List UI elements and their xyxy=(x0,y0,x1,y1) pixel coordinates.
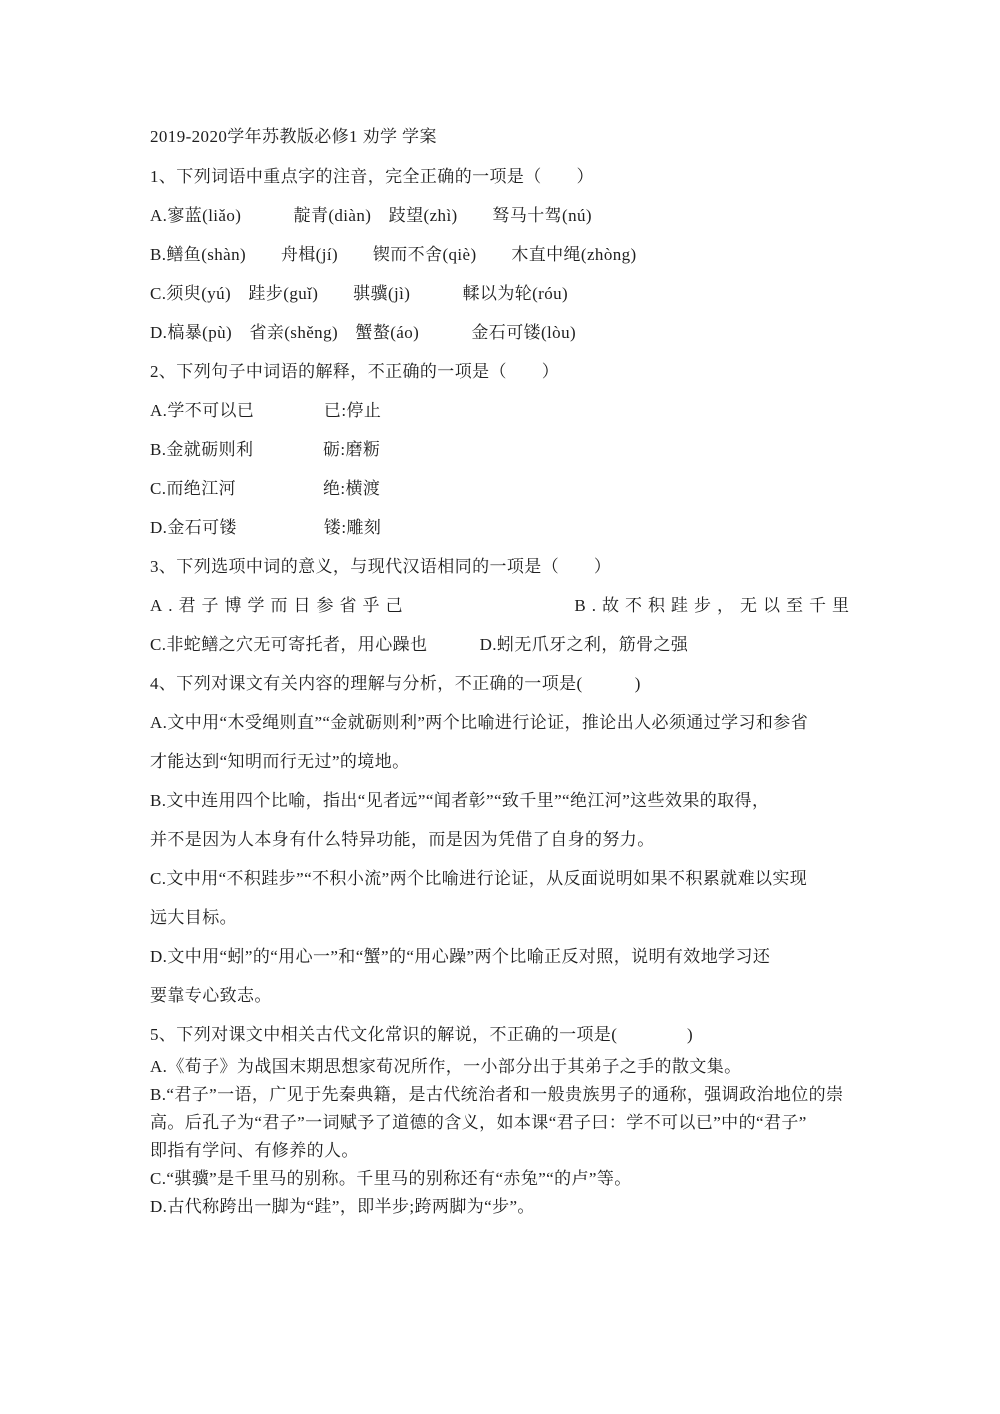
option-line: C.非蛇鳝之穴无可寄托者，用心躁也 D.蚓无爪牙之利，筋骨之强 xyxy=(150,635,689,654)
option-line: 高。后孔子为“君子”一词赋予了道德的含义，如本课“君子曰：学不可以已”中的“君子” xyxy=(150,1113,807,1132)
option-line: 才能达到“知明而行无过”的境地。 xyxy=(150,752,410,771)
option-line: B.鳝鱼(shàn) 舟楫(jí) 锲而不舍(qiè) 木直中绳(zhòng) xyxy=(150,245,637,264)
question-block xyxy=(150,166,862,344)
question-prompt: 2、下列句子中词语的解释，不正确的一项是（ ） xyxy=(150,362,560,381)
option-line: 要靠专心致志。 xyxy=(150,986,272,1005)
question-prompt: 1、下列词语中重点字的注音，完全正确的一项是（ ） xyxy=(150,167,594,186)
option-line: A.文中用“木受绳则直”“金就砺则利”两个比喻进行论证，推论出人必须通过学习和参省 xyxy=(150,713,809,732)
option-line: D.古代称跨出一脚为“跬”，即半步;跨两脚为“步”。 xyxy=(150,1197,535,1216)
option-line: B.“君子”一语，广见于先秦典籍，是古代统治者和一般贵族男子的通称，强调政治地位的崇 xyxy=(150,1085,844,1104)
doc-title: 2019-2020学年苏教版必修1 劝学 学案 xyxy=(150,127,437,146)
option-line: A.学不可以已 已:停止 xyxy=(150,401,382,420)
option-line: 即指有学问、有修养的人。 xyxy=(150,1141,359,1160)
questions-container xyxy=(150,166,862,1218)
option-line xyxy=(150,595,855,617)
question-prompt: 4、下列对课文有关内容的理解与分析，不正确的一项是( ) xyxy=(150,674,641,693)
option-line: C.文中用“不积跬步”“不积小流”两个比喻进行论证，从反面说明如果不积累就难以实现 xyxy=(150,869,808,888)
option-line: D.金石可镂 镂:雕刻 xyxy=(150,518,382,537)
option-line: D.文中用“蚓”的“用心一”和“蟹”的“用心躁”两个比喻正反对照，说明有效地学习还 xyxy=(150,947,771,966)
option-line: B.金就砺则利 砺:磨粝 xyxy=(150,440,381,459)
document-body xyxy=(150,126,862,1224)
option-line: A.《荀子》为战国末期思想家荀况所作，一小部分出于其弟子之手的散文集。 xyxy=(150,1057,742,1076)
question-block xyxy=(150,556,862,656)
option-line: B.文中连用四个比喻，指出“见者远”“闻者彰”“致千里”“绝江河”这些效果的取得， xyxy=(150,791,770,810)
question-prompt: 5、下列对课文中相关古代文化常识的解说，不正确的一项是( ) xyxy=(150,1025,694,1044)
question-block xyxy=(150,673,862,1007)
option-line: D.槁暴(pù) 省亲(shěng) 蟹螯(áo) 金石可镂(lòu) xyxy=(150,323,577,342)
question-prompt: 3、下列选项中词的意义，与现代汉语相同的一项是（ ） xyxy=(150,557,612,576)
question-block xyxy=(150,1024,862,1218)
option-line: C.“骐骥”是千里马的别称。千里马的别称还有“赤兔”“的卢”等。 xyxy=(150,1169,632,1188)
option-text: B.故不积跬步，无以至千里 xyxy=(574,596,855,615)
option-line: C.而绝江河 绝:横渡 xyxy=(150,479,381,498)
option-line: 远大目标。 xyxy=(150,908,237,927)
option-line: 并不是因为人本身有什么特异功能，而是因为凭借了自身的努力。 xyxy=(150,830,655,849)
option-line: C.须臾(yú) 跬步(guǐ) 骐骥(jì) 輮以为轮(róu) xyxy=(150,284,569,303)
question-block xyxy=(150,361,862,539)
option-line: A.寥蓝(liǎo) 靛青(diàn) 跂望(zhì) 驽马十驾(nú) xyxy=(150,206,592,225)
option-text: A.君子博学而日参省乎己 xyxy=(150,596,409,615)
